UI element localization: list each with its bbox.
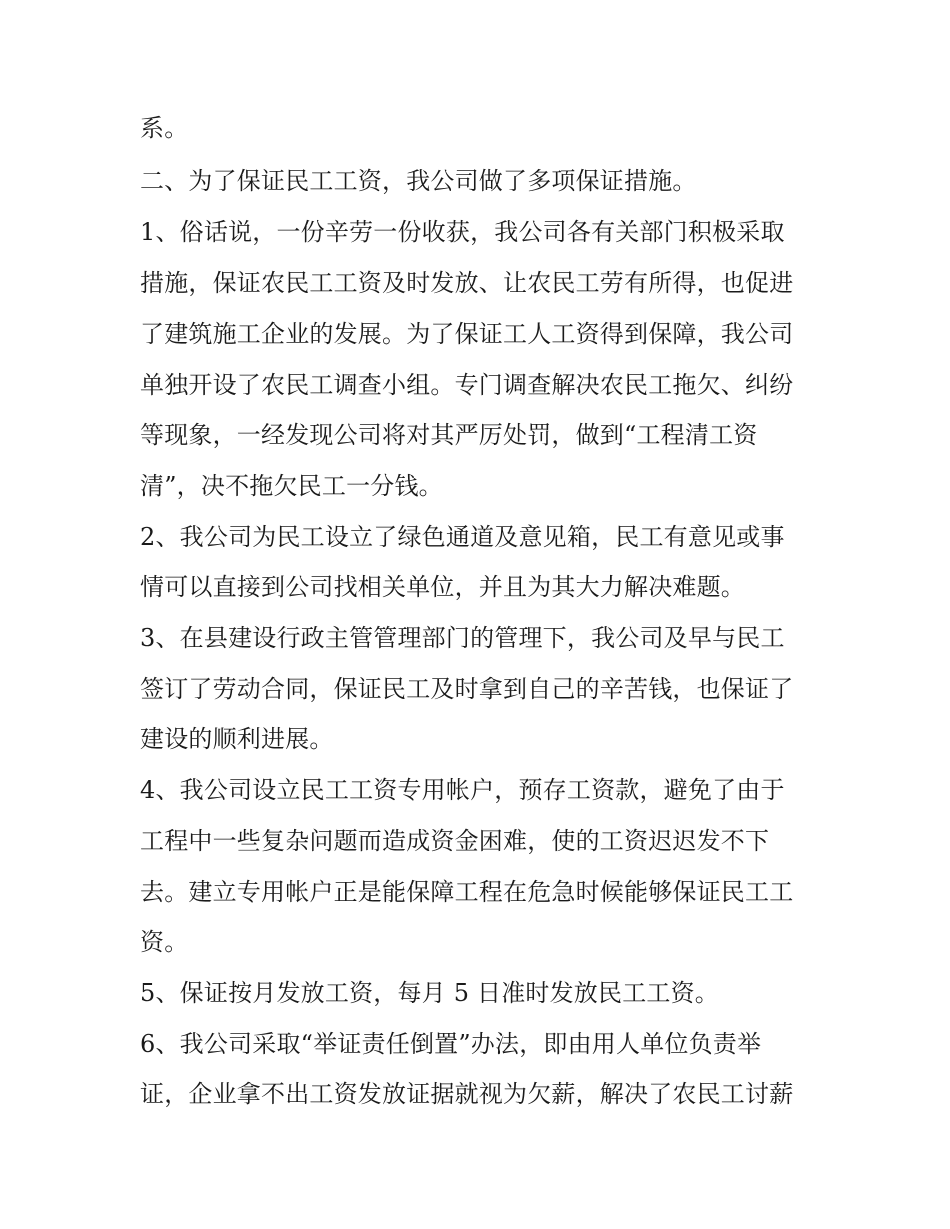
text-line: 1、俗话说，一份辛劳一份收获，我公司各有关部门积极采取 [140,218,785,246]
text-line: 单独开设了农民工调查小组。专门调查解决农民工拖欠、纠纷 [140,371,794,399]
text-line: 6、我公司采取“举证责任倒置”办法，即由用人单位负责举 [140,1030,762,1058]
text-line: 二、为了保证民工工资，我公司做了多项保证措施。 [140,167,697,195]
text-line: 资。 [140,928,189,956]
text-line: 系。 [140,114,189,142]
text-line: 5、保证按月发放工资，每月 5 日准时发放民工工资。 [140,979,719,1007]
text-line: 4、我公司设立民工工资专用帐户，预存工资款，避免了由于 [140,776,785,804]
text-line: 建设的顺利进展。 [140,725,334,753]
text-line: 证，企业拿不出工资发放证据就视为欠薪，解决了农民工讨薪 [140,1080,794,1108]
text-line: 情可以直接到公司找相关单位，并且为其大力解决难题。 [140,573,745,601]
text-line: 了建筑施工企业的发展。为了保证工人工资得到保障，我公司 [140,320,794,348]
text-line: 签订了劳动合同，保证民工及时拿到自己的辛苦钱，也保证了 [140,675,794,703]
text-line: 3、在县建设行政主管管理部门的管理下，我公司及早与民工 [140,624,785,652]
text-line: 去。建立专用帐户正是能保障工程在危急时候能够保证民工工 [140,878,794,906]
text-line: 2、我公司为民工设立了绿色通道及意见箱，民工有意见或事 [140,523,785,551]
text-line: 工程中一些复杂问题而造成资金困难，使的工资迟迟发不下 [140,827,770,855]
text-line: 清”，决不拖欠民工一分钱。 [140,472,443,500]
text-line: 等现象，一经发现公司将对其严厉处罚，做到“工程清工资 [140,421,758,449]
text-line: 措施，保证农民工工资及时发放、让农民工劳有所得，也促进 [140,269,794,297]
